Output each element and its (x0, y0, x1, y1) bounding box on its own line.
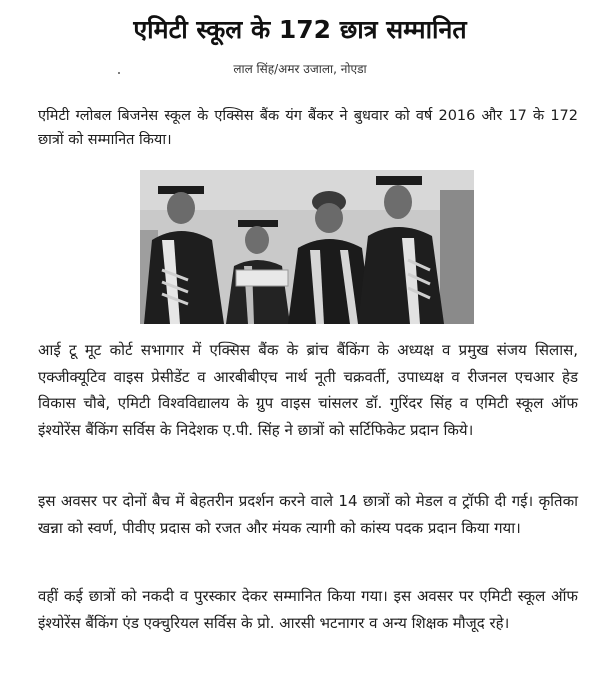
paragraph-closing: वहीं कई छात्रों को नकदी व पुरस्कार देकर सम्मानित किया गया। इस अवसर पर एमिटी स्कूल ऑफ इंश्योरेंस बैंकिंग एंड एक्चुरियल सर्विस के प्रो. आरसी भटनागर व अन्य शिक्षक मौजूद रहे। (38, 587, 578, 632)
paragraph-awards: इस अवसर पर दोनों बैच में बेहतरीन प्रदर्शन करने वाले 14 छात्रों को मेडल व ट्रॉफी दी गई। कृतिका खन्ना को स्वर्ण, पीवीए प्रदास को रजत और मंयक त्यागी को कांस्य पदक प्रदान किया गया। (38, 492, 578, 537)
headline: एमिटी स्कूल के 172 छात्र सम्मानित (133, 15, 467, 44)
ceremony-photo (140, 170, 474, 324)
byline: लाल सिंह/अमर उजाला, नोएडा (233, 62, 367, 76)
paragraph-intro: एमिटी ग्लोबल बिजनेस स्कूल के एक्सिस बैंक यंग बैंकर ने बुधवार को वर्ष 2016 और 17 के 172 छात्रों को सम्मानित किया। (38, 108, 578, 148)
graduation-ceremony-image (140, 170, 474, 324)
certificate (236, 270, 288, 286)
print-speck (118, 72, 120, 74)
paragraph-guests: आई टू मूट कोर्ट सभागार में एक्सिस बैंक के ब्रांच बैंकिंग के अध्यक्ष व प्रमुख संजय सिलास, एक्जीक्यूटिव वाइस प्रेसीडेंट व आरबीबीएच नार्थ नूती चक्रवर्ती, उपाध्यक्ष व रीजनल एचआर हेड विकास चौबे, एमिटी विश्वविद्यालय के ग्रुप वाइस चांसलर डॉ. गुरिंदर सिंह व एमिटी स्कूल ऑफ इंश्योरेंस बैंकिंग सर्विस के निदेशक ए.पी. सिंह ने छात्रों को सर्टिफिकेट प्रदान किये। (38, 341, 578, 439)
